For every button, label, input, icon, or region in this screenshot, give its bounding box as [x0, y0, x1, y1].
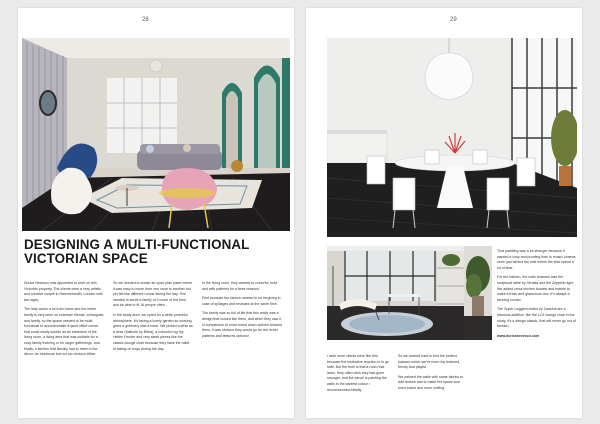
- page-number-right: 29: [450, 17, 457, 23]
- paragraph: We painted the walls with same fabrics to add texture and to make the space look even cosier and more inviting.: [398, 374, 463, 390]
- right-column-2: [398, 354, 464, 396]
- left-column-1: [24, 281, 104, 362]
- paragraph: The lady works a lot from home and the entire family is very keen on entertain friends, colleagues and family, so the space needed to be multi-functional to accommodate a quiet office corner that could easily double as an extension of the living room, a living area that was suitable for a cosy family evening or for larger gatherings, and finally, a kitchen that literally had to meet to the decor, be functional but not too obvious either.: [24, 307, 104, 357]
- headline-line-1: DESIGNING A MULTI-FUNCTIONAL: [24, 237, 250, 252]
- headline-line-2: VICTORIAN SPACE: [24, 251, 148, 266]
- paragraph: So we worked hard to find the perfect balance which we've more toy featured, trendy and playful.: [398, 354, 461, 370]
- living-room-photo: [22, 38, 290, 231]
- left-column-2: [113, 281, 193, 356]
- right-page: [306, 8, 582, 418]
- left-column-3: [202, 281, 284, 343]
- paragraph: That paddling was a lot stranger because it wanted a cosy and proofing then is music/ cinema room just behind the wall where the kids spend a lot of time.: [497, 249, 576, 270]
- paragraph: In the study area, we opted for a white peaceful atmosphere. It's facing a lovely garden so working gives a greenery was a must. We picked a desk as a desk (Mallorie by Birba), a colourful rug (by Hellen Fender and very sleek pieces like the classic lounge chair because they have the habit of taking on trays during the day.: [113, 312, 193, 351]
- paragraph: In the living room, they wanted to colourful, bold and with patterns for a fews reasons.: [202, 281, 278, 291]
- right-column-3: [497, 249, 577, 343]
- right-column-1: [327, 354, 391, 397]
- paragraph: First because the fabrics needed to be forgiving in case of spillages and resistant at the same time.: [202, 296, 281, 306]
- plant-detail-photo: [464, 246, 492, 340]
- kitchen-dining-photo: [327, 38, 577, 237]
- paragraph: The family was so full of life that this really was a design that looked like them, and when they saw it in comparison to more toned down options showed them, it was obvious they would go for the richer patterns and textures options!: [202, 311, 283, 338]
- study-room-photo: [327, 246, 464, 340]
- paragraph: I wish more clients were like this, because the instinctive reaction is to go safe. But the truth is that a room that lacks, they often wish they had gone stronger, and the pencil is painting the walls in the darkest colour I recommended initially.: [327, 354, 389, 392]
- paragraph: Dorica Nevesco was appointed to work on this Victorian property. The clients were a very artistic and creative couple in Hammersmith, London with two ages.: [24, 281, 103, 302]
- page-number-left: 28: [142, 17, 149, 23]
- article-headline: [24, 238, 288, 266]
- left-page: [18, 8, 294, 418]
- paragraph: So we needed to create an open plan place where it was easy to move from one zone to another but yet felt like different rooms during the day. She needed to serve a family of 4 much of the time, and be able to fit 16 people often.: [113, 281, 193, 308]
- paragraph: The Super Leggera chairs by Cassina are a fabulous addition, like the LC4 lounge chair in the study, it's a design classic, that will never go out of fashion.: [497, 307, 576, 329]
- website-link[interactable]: www.doricanevesco.com: [497, 333, 540, 338]
- paragraph: For the kitchen, the main features was the sculptural table by Ornatia and the Zeppelin light. We added cross kitchen faucets and marble to make it fresh and glamorous ctor. It's always a winning combo.: [497, 275, 575, 302]
